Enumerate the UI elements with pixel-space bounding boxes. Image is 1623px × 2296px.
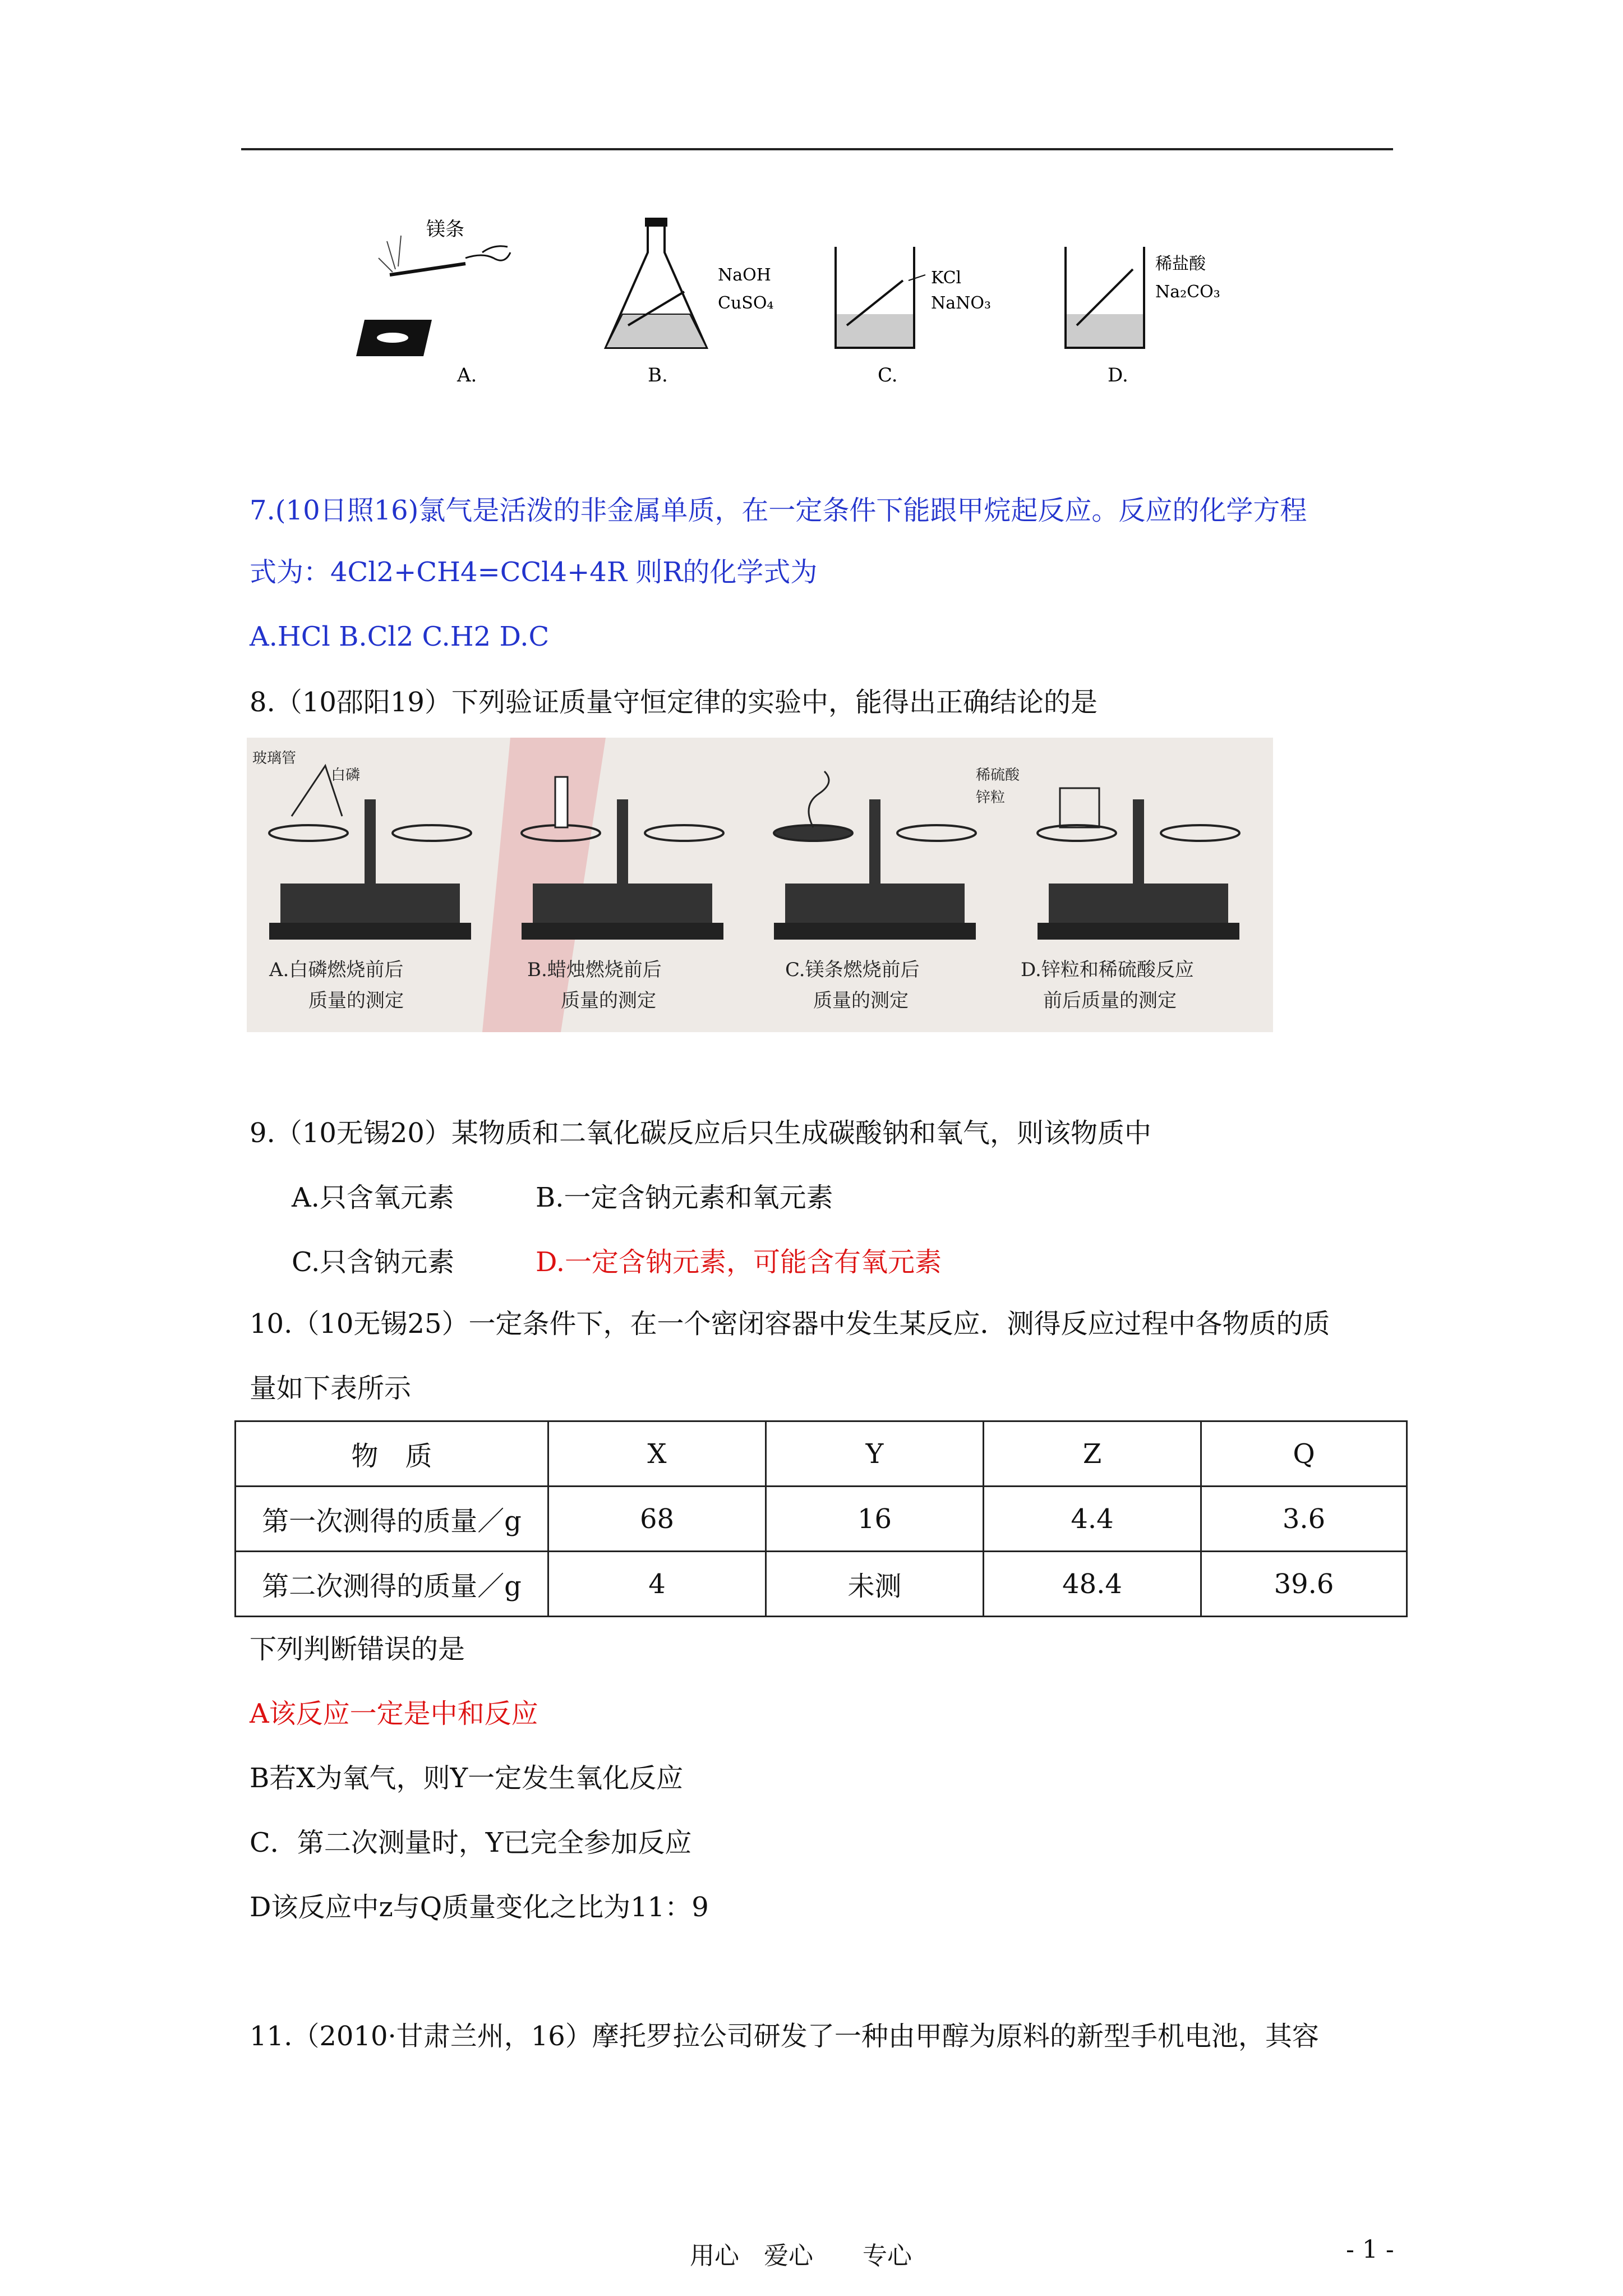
apparatus-b-flask [606,218,773,386]
q9-text: 9.（10无锡20）某物质和二氧化碳反应后只生成碳酸钠和氧气，则该物质中 [250,1117,1151,1149]
apparatus-d-beaker [1066,247,1220,386]
caption-b: B. [648,364,668,386]
q9-option-c: C.只含钠元素 [292,1246,455,1278]
table-header-cell: X [548,1421,766,1487]
caption-d-line1: D.锌粒和稀硫酸反应 [1021,959,1194,981]
caption-a-line2: 质量的测定 [308,990,404,1012]
table-cell: 未测 [766,1552,984,1617]
q7-line1: 7.(10日照16)氯气是活泼的非金属单质，在一定条件下能跟甲烷起反应。反应的化学方程 [250,495,1307,526]
caption-c-line1: C.镁条燃烧前后 [785,959,920,981]
apparatus-figure [348,213,1301,404]
q7-options: A.HCl B.Cl2 C.H2 D.C [250,621,550,652]
table-header-row [236,1421,1407,1487]
label-na2co3: Na₂CO₃ [1155,282,1220,302]
q11-text: 11.（2010·甘肃兰州，16）摩托罗拉公司研发了一种由甲醇为原料的新型手机电池，其容 [250,2021,1319,2052]
q10-line1: 10.（10无锡25）一定条件下，在一个密闭容器中发生某反应．测得反应过程中各物质的质 [250,1308,1330,1340]
table-cell: 39.6 [1201,1552,1407,1617]
table-header-cell: Z [984,1421,1201,1487]
table-cell: 4.4 [984,1487,1201,1552]
table-row [236,1487,1407,1552]
table-header-cell: Q [1201,1421,1407,1487]
label-cuso4: CuSO₄ [718,293,774,313]
table-cell: 第一次测得的质量／g [236,1487,548,1552]
q10-option-a: A该反应一定是中和反应 [250,1698,538,1729]
label-kcl: KCl [931,268,962,288]
caption-b-line1: B.蜡烛燃烧前后 [527,959,662,981]
balance-experiments-figure [247,738,1273,1032]
table-header-cell: 物 质 [236,1421,548,1487]
q10-option-d: D该反应中z与Q质量变化之比为11：9 [250,1892,709,1923]
label-zinc: 锌粒 [976,789,1006,806]
q8-text: 8.（10邵阳19）下列验证质量守恒定律的实验中，能得出正确结论的是 [250,687,1098,718]
caption-a: A. [457,364,477,386]
header-rule [241,148,1393,150]
q9-option-b: B.一定含钠元素和氧元素 [536,1182,833,1213]
q10-prompt: 下列判断错误的是 [250,1634,465,1665]
q7-line2: 式为：4Cl2+CH4=CCl4+4R 则R的化学式为 [250,556,818,588]
caption-b-line2: 质量的测定 [561,990,656,1012]
label-mg: 镁条 [426,218,464,241]
label-dilute-h2so4: 稀硫酸 [976,767,1020,784]
q9-option-a: A.只含氧元素 [292,1182,454,1213]
table-cell: 16 [766,1487,984,1552]
caption-a-line1: A.白磷燃烧前后 [269,959,404,981]
q10-option-b: B若X为氧气，则Y一定发生氧化反应 [250,1763,684,1794]
table-row [236,1552,1407,1617]
page-number: - 1 - [1346,2235,1394,2264]
table-cell: 48.4 [984,1552,1201,1617]
apparatus-c-beaker [836,247,991,386]
label-glass-tube: 玻璃管 [252,750,297,767]
apparatus-a-magnesium [356,218,510,386]
q9-option-d: D.一定含钠元素，可能含有氧元素 [536,1246,942,1278]
label-naoh: NaOH [718,265,771,285]
table-header-cell: Y [766,1421,984,1487]
mass-table [234,1420,1408,1617]
q10-option-c: C．第二次测量时，Y已完全参加反应 [250,1827,692,1858]
label-nano3: NaNO₃ [931,293,992,313]
table-cell: 第二次测得的质量／g [236,1552,548,1617]
table-cell: 3.6 [1201,1487,1407,1552]
caption-d-line2: 前后质量的测定 [1043,990,1177,1012]
label-white-p: 白磷 [331,767,361,784]
label-hcl: 稀盐酸 [1155,254,1206,274]
caption-d: D. [1108,364,1128,386]
table-cell: 4 [548,1552,766,1617]
footer-motto: 用心 爱心 专心 [690,2242,912,2270]
table-cell: 68 [548,1487,766,1552]
caption-c: C. [878,364,898,386]
q10-line2: 量如下表所示 [250,1373,412,1404]
caption-c-line2: 质量的测定 [813,990,909,1012]
